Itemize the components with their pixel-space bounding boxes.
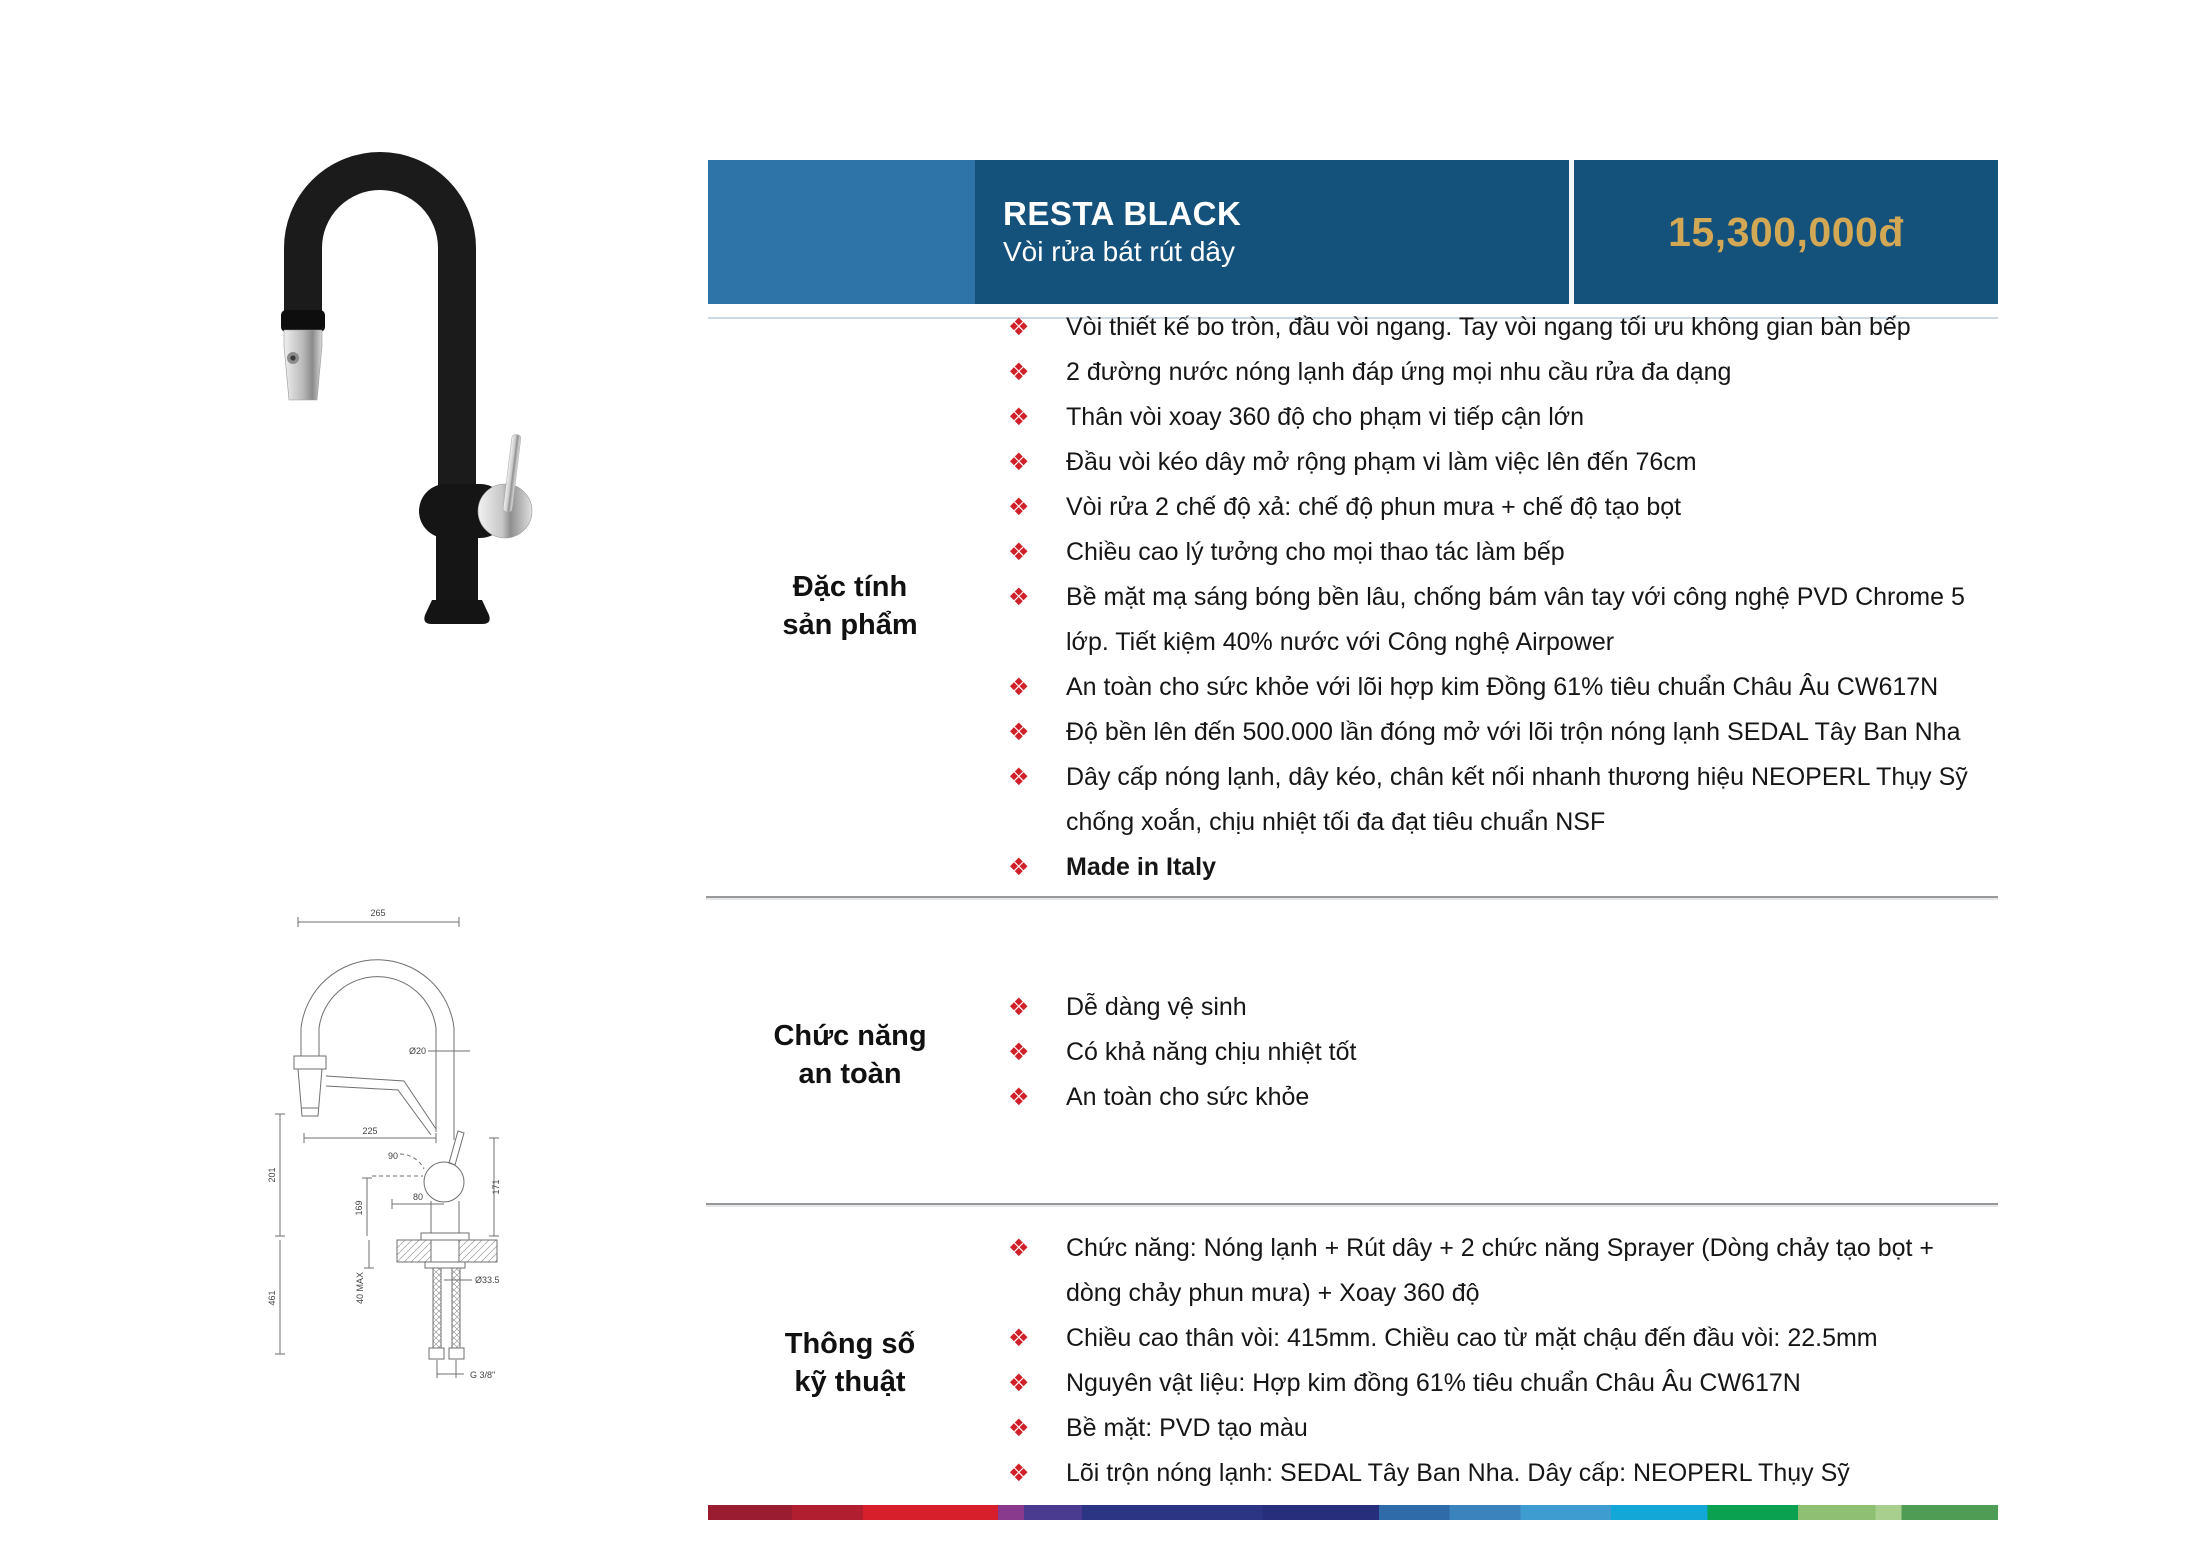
bullet-diamond-icon: ❖ (1008, 539, 1030, 566)
dim-label: 169 (354, 1200, 364, 1216)
spec-text: Bề mặt mạ sáng bóng bền lâu, chống bám vân tay với công nghệ PVD Chrome 5 (1066, 583, 1965, 611)
dim-label: 201 (267, 1167, 277, 1183)
spec-row (1008, 755, 2108, 800)
spec-row (1008, 530, 2108, 575)
bullet-diamond-icon: ❖ (1008, 449, 1030, 476)
bullet-diamond-icon: ❖ (1008, 359, 1030, 386)
bullet-diamond-icon: ❖ (1008, 1415, 1030, 1442)
spec-text: Độ bền lên đến 500.000 lần đóng mở với lõi trộn nóng lạnh SEDAL Tây Ban Nha (1066, 718, 1961, 746)
spec-text: Chức năng: Nóng lạnh + Rút dây + 2 chức năng Sprayer (Dòng chảy tạo bọt + (1066, 1234, 1935, 1262)
header-accent-block (708, 160, 975, 304)
bullet-diamond-icon: ❖ (1008, 314, 1030, 341)
dim-label: Ø20 (408, 1046, 426, 1056)
price-block (1574, 160, 1998, 304)
spec-text: Bề mặt: PVD tạo màu (1066, 1414, 1308, 1442)
section-label-line: sản phẩm (782, 609, 918, 641)
bullet-diamond-icon: ❖ (1008, 1325, 1030, 1352)
spec-row (1008, 710, 2108, 755)
bullet-diamond-icon: ❖ (1008, 494, 1030, 521)
spec-text: Có khả năng chịu nhiệt tốt (1066, 1038, 1357, 1066)
spec-row (1008, 350, 2108, 395)
bullet-diamond-icon: ❖ (1008, 1460, 1030, 1487)
spec-text: An toàn cho sức khỏe với lõi hợp kim Đồng 61% tiêu chuẩn Châu Âu CW617N (1066, 673, 1939, 701)
spec-text: Chiều cao lý tưởng cho mọi thao tác làm bếp (1066, 538, 1565, 566)
spec-row (1008, 985, 2108, 1030)
section-label-line: kỹ thuật (794, 1366, 906, 1398)
dim-label: Ø33.5 (475, 1275, 500, 1285)
dim-label: 461 (267, 1290, 277, 1306)
bullet-diamond-icon: ❖ (1008, 1370, 1030, 1397)
spec-text: Vòi thiết kế bo tròn, đầu vòi ngang. Tay vòi ngang tối ưu không gian bàn bếp (1066, 313, 1911, 341)
section-label-line: an toàn (798, 1058, 902, 1090)
spec-text: Vòi rửa 2 chế độ xả: chế độ phun mưa + chế độ tạo bọt (1066, 493, 1682, 521)
spec-text: dòng chảy phun mưa) + Xoay 360 độ (1066, 1279, 1480, 1307)
spec-text: Chiều cao thân vòi: 415mm. Chiều cao từ mặt chậu đến đầu vòi: 22.5mm (1066, 1324, 1878, 1352)
spec-text: Nguyên vật liệu: Hợp kim đồng 61% tiêu chuẩn Châu Âu CW617N (1066, 1369, 1801, 1397)
spec-list (1008, 1226, 2108, 1496)
bullet-diamond-icon: ❖ (1008, 674, 1030, 701)
spec-text: lớp. Tiết kiệm 40% nước với Công nghệ Airpower (1066, 628, 1615, 656)
dim-label: 40 MAX (355, 1271, 365, 1305)
section-label-line: Đặc tính (792, 571, 908, 603)
dim-label: 265 (370, 908, 386, 918)
spec-row (1008, 485, 2108, 530)
section-divider (706, 896, 1998, 898)
bullet-diamond-icon: ❖ (1008, 719, 1030, 746)
spec-row (1008, 305, 2108, 350)
spec-row (1008, 1030, 2108, 1075)
section-divider (706, 1203, 1998, 1205)
section-label-line: Chức năng (773, 1020, 927, 1052)
product-subtitle: Vòi rửa bát rút dây (1003, 236, 1235, 267)
section-label-safety (700, 1017, 1000, 1093)
spec-text: Dễ dàng vệ sinh (1066, 993, 1247, 1021)
spec-row (1008, 1271, 2108, 1316)
spec-text: Đầu vòi kéo dây mở rộng phạm vi làm việc lên đến 76cm (1066, 448, 1697, 476)
spec-row (1008, 665, 2108, 710)
spec-text: 2 đường nước nóng lạnh đáp ứng mọi nhu cầu rửa đa dạng (1066, 358, 1732, 386)
bullet-diamond-icon: ❖ (1008, 994, 1030, 1021)
bullet-diamond-icon: ❖ (1008, 1084, 1030, 1111)
bullet-diamond-icon: ❖ (1008, 584, 1030, 611)
dim-label: 90 (387, 1151, 399, 1161)
dim-label: 80 (412, 1192, 424, 1202)
section-label-specs (700, 1325, 1000, 1401)
header-band (708, 160, 1998, 304)
feature-list (1008, 305, 2108, 890)
spec-row (1008, 1406, 2108, 1451)
spec-row (1008, 1316, 2108, 1361)
dim-label: 171 (491, 1179, 501, 1195)
price-value: 15,300,000đ (1668, 208, 1904, 255)
spec-row (1008, 845, 2108, 890)
spec-row (1008, 1361, 2108, 1406)
brand-color-bar (708, 1505, 1998, 1520)
safety-list (1008, 985, 2108, 1120)
bullet-diamond-icon: ❖ (1008, 404, 1030, 431)
spec-row (1008, 575, 2108, 620)
product-title: RESTA BLACK (1003, 195, 1242, 232)
spec-row (1008, 1451, 2108, 1496)
spec-text: Dây cấp nóng lạnh, dây kéo, chân kết nối nhanh thương hiệu NEOPERL Thụy Sỹ (1066, 763, 1968, 791)
bullet-diamond-icon: ❖ (1008, 764, 1030, 791)
spec-row (1008, 620, 2108, 665)
spec-text: An toàn cho sức khỏe (1066, 1083, 1310, 1111)
spec-row (1008, 395, 2108, 440)
dim-label: G 3/8" (470, 1370, 496, 1380)
section-label-features (700, 568, 1000, 644)
header-title-block (975, 160, 1569, 304)
spec-row (1008, 1226, 2108, 1271)
bullet-diamond-icon: ❖ (1008, 854, 1030, 881)
section-label-line: Thông số (784, 1328, 916, 1360)
bullet-diamond-icon: ❖ (1008, 1235, 1030, 1262)
spec-text: chống xoắn, chịu nhiệt tối đa đạt tiêu chuẩn NSF (1066, 808, 1606, 836)
spec-text: Made in Italy (1066, 853, 1217, 881)
dim-label: 225 (362, 1126, 378, 1136)
spec-text: Thân vòi xoay 360 độ cho phạm vi tiếp cận lớn (1066, 403, 1585, 431)
product-photo (185, 118, 615, 648)
bullet-diamond-icon: ❖ (1008, 1039, 1030, 1066)
spec-row (1008, 440, 2108, 485)
technical-drawing (232, 888, 524, 1393)
spec-row (1008, 1075, 2108, 1120)
spec-text: Lõi trộn nóng lạnh: SEDAL Tây Ban Nha. Dây cấp: NEOPERL Thụy Sỹ (1066, 1459, 1850, 1487)
spec-row (1008, 800, 2108, 845)
